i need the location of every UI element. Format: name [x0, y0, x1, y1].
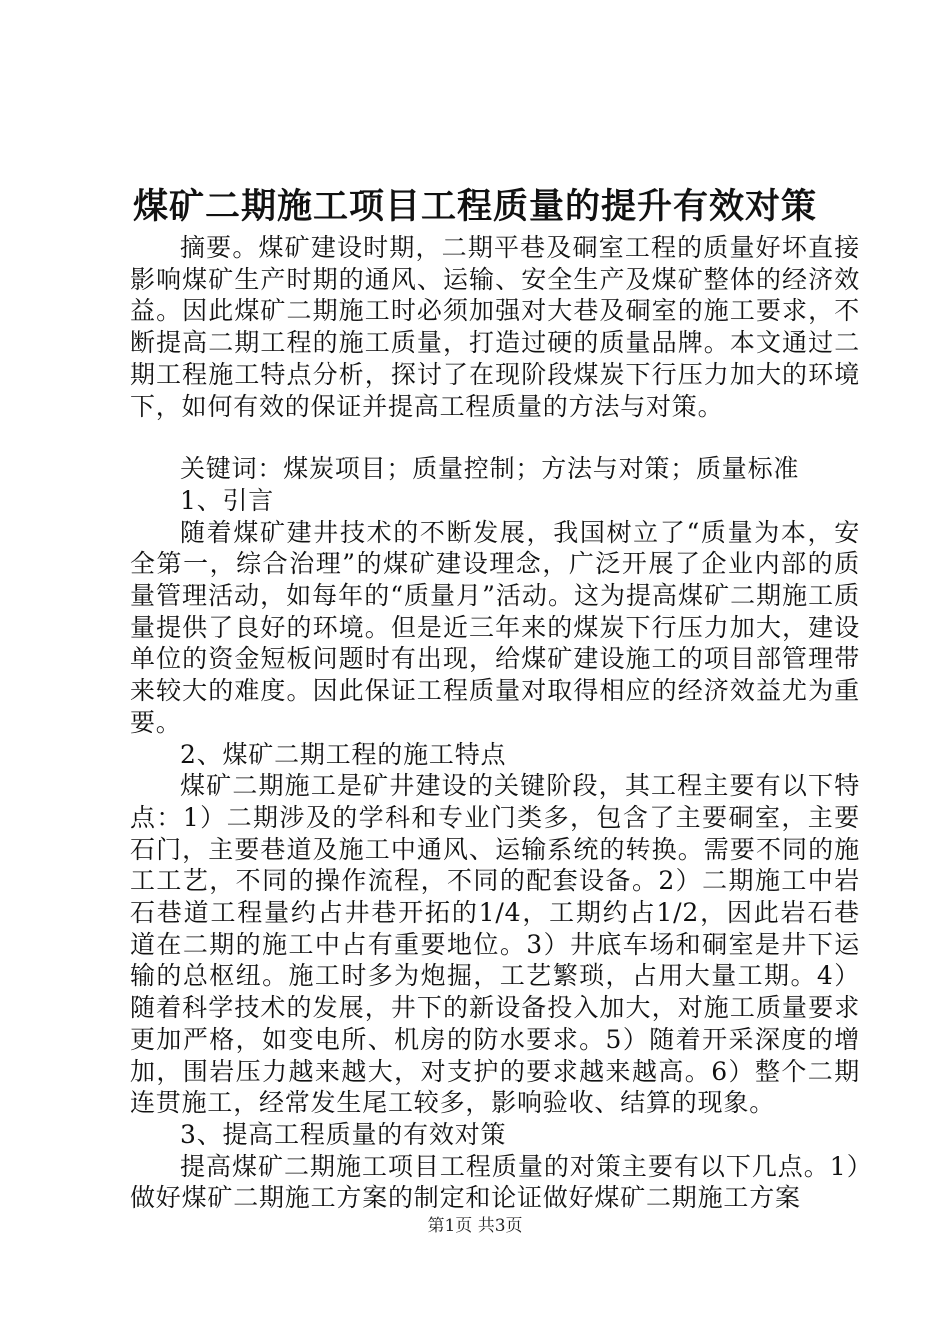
construction-features-paragraph: 煤矿二期施工是矿井建设的关键阶段，其工程主要有以下特点：1）二期涉及的学科和专业门类多，包含了主要硐室，主要石门，主要巷道及施工中通风、运输系统的转换。需要不同的施工工艺，不同的操作流程，不同的配套设备。2）二期施工中岩石巷道工程量约占井巷开拓的1/4，工期约占1/2，因此岩石巷道在二期的施工中占有重要地位。3）井底车场和硐室是井下运输的总枢纽。施工时多为炮掘，工艺繁琐，占用大量工期。4）随着科学技术的发展，井下的新设备投入加大，对施工质量要求更加严格，如变电所、机房的防水要求。5）随着开采深度的增加，围岩压力越来越大，对支护的要求越来越高。6）整个二期连贯施工，经常发生尾工较多，影响验收、结算的现象。: [130, 771, 860, 1118]
countermeasures-paragraph: 提高煤矿二期施工项目工程质量的对策主要有以下几点。1）做好煤矿二期施工方案的制定和论证做好煤矿二期施工方案: [130, 1151, 860, 1213]
document-title: 煤矿二期施工项目工程质量的提升有效对策: [132, 186, 817, 227]
page-number-footer: 第1页 共3页: [427, 1216, 523, 1236]
section-heading-introduction: 1、引言: [180, 485, 275, 515]
introduction-paragraph: 随着煤矿建井技术的不断发展，我国树立了“质量为本，安全第一，综合治理”的煤矿建设理念，广泛开展了企业内部的质量管理活动，如每年的“质量月”活动。这为提高煤矿二期施工质量提供了良好的环境。但是近三年来的煤炭下行压力加大，建设单位的资金短板问题时有出现，给煤矿建设施工的项目部管理带来较大的难度。因此保证工程质量对取得相应的经济效益尤为重要。: [130, 517, 860, 737]
keywords-line: 关键词：煤炭项目；质量控制；方法与对策；质量标准: [180, 454, 800, 484]
abstract-paragraph: 摘要。煤矿建设时期，二期平巷及硐室工程的质量好坏直接影响煤矿生产时期的通风、运输、安全生产及煤矿整体的经济效益。因此煤矿二期施工时必须加强对大巷及硐室的施工要求，不断提高二期工程的施工质量，打造过硬的质量品牌。本文通过二期工程施工特点分析，探讨了在现阶段煤炭下行压力加大的环境下，如何有效的保证并提高工程质量的方法与对策。: [130, 233, 860, 421]
section-heading-countermeasures: 3、提高工程质量的有效对策: [180, 1119, 507, 1149]
document-body: [130, 232, 860, 1214]
section-heading-construction-features: 2、煤矿二期工程的施工特点: [180, 739, 507, 769]
